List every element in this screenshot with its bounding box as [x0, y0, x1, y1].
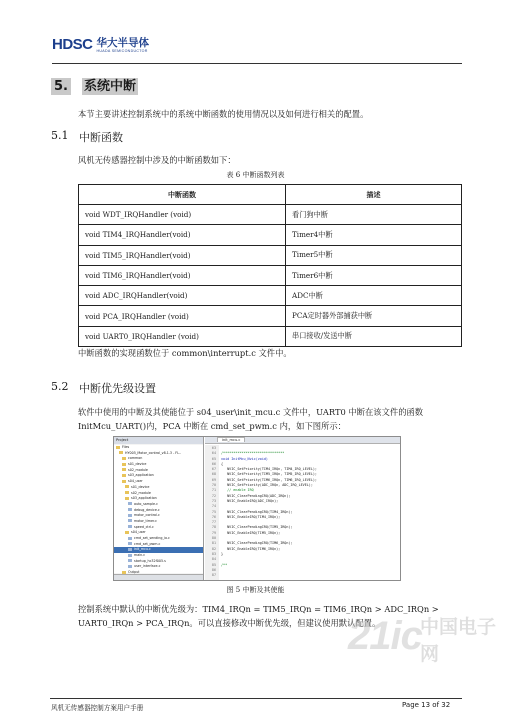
workspace-tabs	[114, 574, 203, 580]
tree-item-label: Output	[128, 570, 140, 575]
footer-document-title: 风机无传感器控制方案用户手册	[51, 704, 144, 712]
priority-para-line-1: 软件中使用的中断及其使能位于 s04_user\init_mcu.c 文件中，UART0 中断在该文件的函数	[78, 407, 424, 417]
priority-para-line-2: InitMcu_UART()内，PCA 中断在 cmd_set_pwm.c 内，如下图所示：	[78, 421, 346, 431]
subsection-heading-5-2	[51, 380, 156, 396]
line-number: 87	[211, 573, 216, 578]
tree-item-label: common	[128, 456, 143, 461]
line-number: 83	[211, 551, 216, 556]
folder-icon	[125, 497, 129, 500]
folder-icon	[125, 491, 129, 494]
section-number: 5.	[51, 78, 71, 95]
company-logo	[52, 37, 149, 61]
table-cell-function: void WDT_IRQHandler (void)	[79, 205, 286, 225]
file-icon	[128, 514, 132, 517]
tree-item-label: motor_timer.c	[134, 518, 157, 523]
table-cell-function: void TIM5_IRQHandler(void)	[79, 245, 286, 265]
folder-icon	[122, 480, 126, 483]
tree-item-label: Files	[122, 445, 130, 449]
line-number: 70	[211, 483, 216, 488]
tree-item-label: user_interface.c	[134, 564, 161, 569]
code-text: NVIC_EnableIRQ(TIM4_IRQn);	[221, 514, 281, 519]
file-icon	[128, 519, 132, 522]
table-cell-description: PCA定时器外部捕获中断	[286, 306, 462, 326]
code-text	[218, 573, 221, 578]
line-number: 78	[211, 525, 216, 530]
watermark	[348, 608, 508, 668]
tree-item-label: startup_hc32f005.s	[134, 558, 166, 563]
line-number: 84	[211, 557, 216, 562]
watermark-logo: 21ic	[348, 614, 422, 658]
tree-item-label: s04_user	[128, 479, 143, 484]
table-cell-description: Timer5中断	[286, 245, 462, 265]
subsection-heading-5-1	[51, 129, 123, 145]
file-icon	[128, 525, 132, 528]
file-icon	[128, 537, 132, 540]
code-text: }	[221, 551, 224, 556]
logo-english-name: HUADA SEMICONDUCTOR	[96, 49, 148, 53]
line-number: 69	[211, 477, 216, 482]
footer-divider	[50, 698, 462, 699]
tree-item-label: s02_module	[131, 490, 151, 495]
table-caption: 表 6 中断函数列表	[226, 171, 285, 179]
tree-item-label: HY005_Motor_control_v8.1.3 - FL..	[125, 450, 182, 455]
line-number: 86	[211, 567, 216, 572]
tree-item-label: motor_control.c	[134, 513, 160, 518]
table-header-row	[79, 185, 462, 205]
line-number: 77	[211, 520, 216, 525]
line-number: 66	[211, 461, 216, 466]
code-text: /******************************	[221, 451, 285, 456]
table-row	[79, 205, 462, 225]
tree-item-label: speed_ctrl.c	[134, 524, 154, 529]
code-text: NVIC_SetPriority(ADC_IRQn, ADC_IRQ_LEVEL);	[221, 483, 313, 488]
line-number: 79	[211, 530, 216, 535]
workspace-title: Project	[114, 437, 203, 444]
folder-icon	[122, 457, 126, 460]
file-icon	[128, 502, 132, 505]
folder-icon	[122, 463, 126, 466]
subsection-title: 中断函数	[79, 131, 123, 144]
folder-icon	[119, 451, 123, 454]
code-editor	[205, 437, 401, 580]
table-row	[79, 326, 462, 346]
workspace-panel	[114, 437, 204, 580]
implementation-note: 中断函数的实现函数位于 common\interrupt.c 文件中。	[78, 348, 292, 358]
file-icon	[128, 508, 132, 511]
code-text: NVIC_ClearPendingIRQ(TIM5_IRQn);	[221, 525, 293, 530]
line-number: 74	[211, 504, 216, 509]
code-text: NVIC_SetPriority(TIM4_IRQn, TIM4_IRQ_LEVEL);	[221, 467, 317, 472]
line-number: 75	[211, 509, 216, 514]
tree-item-label: cmd_set_sending_io.c	[134, 536, 170, 540]
figure-caption: 图 5 中断及其使能	[226, 586, 285, 594]
table-cell-description: 串口接收/发送中断	[286, 326, 462, 346]
editor-tab-bar	[205, 437, 401, 444]
line-number: 72	[211, 493, 216, 498]
folder-icon	[116, 446, 120, 449]
file-icon	[128, 548, 132, 551]
table-cell-function: void ADC_IRQHandler(void)	[79, 286, 286, 306]
subsection-title: 中断优先级设置	[79, 382, 156, 395]
table-cell-function: void TIM6_IRQHandler(void)	[79, 265, 286, 285]
folder-icon	[122, 468, 126, 471]
default-priority-line-2: UART0_IRQn > PCA_IRQn。可以直接修改中断优先级，但建议使用默认配置。	[78, 618, 381, 628]
code-text: {	[221, 461, 224, 466]
line-number: 76	[211, 514, 216, 519]
interrupt-function-table	[78, 184, 462, 347]
file-icon	[128, 542, 132, 545]
table-cell-function: void TIM4_IRQHandler(void)	[79, 225, 286, 245]
project-file-tree	[114, 445, 203, 573]
line-number: 80	[211, 536, 216, 541]
code-line	[205, 573, 401, 578]
section-heading	[51, 77, 138, 95]
header-divider	[52, 63, 462, 64]
file-icon	[128, 559, 132, 562]
tree-item-label: main.c	[134, 553, 146, 558]
code-text: NVIC_SetPriority(TIM6_IRQn, TIM6_IRQ_LEVEL);	[221, 477, 317, 482]
table-cell-function: void UART0_IRQHandler (void)	[79, 326, 286, 346]
section-intro: 本节主要讲述控制系统中的系统中断函数的使用情况以及如何进行相关的配置。	[78, 109, 369, 119]
logo-chinese-name: 华大半导体	[96, 37, 150, 49]
code-text: NVIC_EnableIRQ(TIM6_IRQn);	[221, 546, 281, 551]
line-number: 85	[211, 562, 216, 567]
default-priority-line-1: 控制系统中默认的中断优先级为：TIM4_IRQn = TIM5_IRQn = TIM6_IRQn > ADC_IRQn >	[78, 604, 439, 614]
code-text: // enable IRQ	[221, 488, 254, 493]
code-text: /**	[221, 562, 228, 567]
line-number: 73	[211, 498, 216, 503]
line-number: 63	[211, 446, 216, 450]
line-number: 71	[211, 488, 216, 493]
line-number: 67	[211, 467, 216, 472]
code-text: NVIC_SetPriority(TIM5_IRQn, TIM5_IRQ_LEVEL);	[221, 472, 317, 477]
tree-item-label: s04_user	[131, 530, 146, 535]
folder-icon	[125, 485, 129, 488]
tree-item-label: debug_device.c	[134, 507, 160, 512]
code-text: NVIC_ClearPendingIRQ(TIM6_IRQn);	[221, 541, 293, 546]
section-title: 系统中断	[83, 78, 136, 94]
code-text: void InitMcu_Nvic(void)	[221, 456, 268, 461]
table-cell-description: Timer4中断	[286, 225, 462, 245]
code-text: NVIC_ClearPendingIRQ(TIM4_IRQn);	[221, 509, 293, 514]
line-number: 81	[211, 541, 216, 546]
tree-item-label: cmd_set_pwm.c	[134, 541, 161, 546]
footer-page-number: Page 13 of 32	[402, 701, 451, 709]
table-row	[79, 225, 462, 245]
table-header-description: 描述	[286, 185, 462, 205]
line-number: 65	[211, 456, 216, 461]
line-number: 68	[211, 472, 216, 477]
table-header-function: 中断函数	[79, 185, 286, 205]
file-icon	[128, 554, 132, 557]
ide-screenshot	[113, 436, 401, 581]
table-cell-description: Timer6中断	[286, 265, 462, 285]
subsection-number: 5.1	[51, 129, 69, 142]
folder-icon	[125, 531, 129, 534]
table-row	[79, 306, 462, 326]
tree-item-label: auto_sample.c	[134, 501, 158, 506]
table-row	[79, 245, 462, 265]
tree-item-label: init_mcu.c	[134, 547, 151, 552]
tree-item-label: s03_application	[128, 473, 154, 478]
file-icon	[128, 565, 132, 568]
code-lines	[205, 446, 401, 578]
line-number: 64	[211, 451, 216, 456]
table-cell-description: 看门狗中断	[286, 205, 462, 225]
code-text: NVIC_ClearPendingIRQ(ADC_IRQn);	[221, 493, 291, 498]
folder-icon	[122, 474, 126, 477]
code-text: NVIC_EnableIRQ(ADC_IRQn);	[221, 498, 279, 503]
editor-tab: init_mcu.c	[217, 437, 245, 442]
tree-item-label: s01_device	[128, 462, 147, 467]
code-text: NVIC_EnableIRQ(TIM5_IRQn);	[221, 530, 281, 535]
table-row	[79, 286, 462, 306]
logo-mark: HDSC	[52, 36, 93, 53]
watermark-text: 中国电子网	[420, 616, 497, 665]
tree-item-label: s02_module	[128, 467, 148, 472]
tree-item-label: s03_application	[131, 496, 157, 501]
subsection-number: 5.2	[51, 380, 69, 393]
table-lead-text: 风机无传感器控制中涉及的中断函数如下：	[78, 155, 236, 165]
tree-item-label: s01_device	[131, 484, 150, 489]
table-cell-description: ADC中断	[286, 286, 462, 306]
table-cell-function: void PCA_IRQHandler (void)	[79, 306, 286, 326]
table-row	[79, 265, 462, 285]
line-number: 82	[211, 546, 216, 551]
